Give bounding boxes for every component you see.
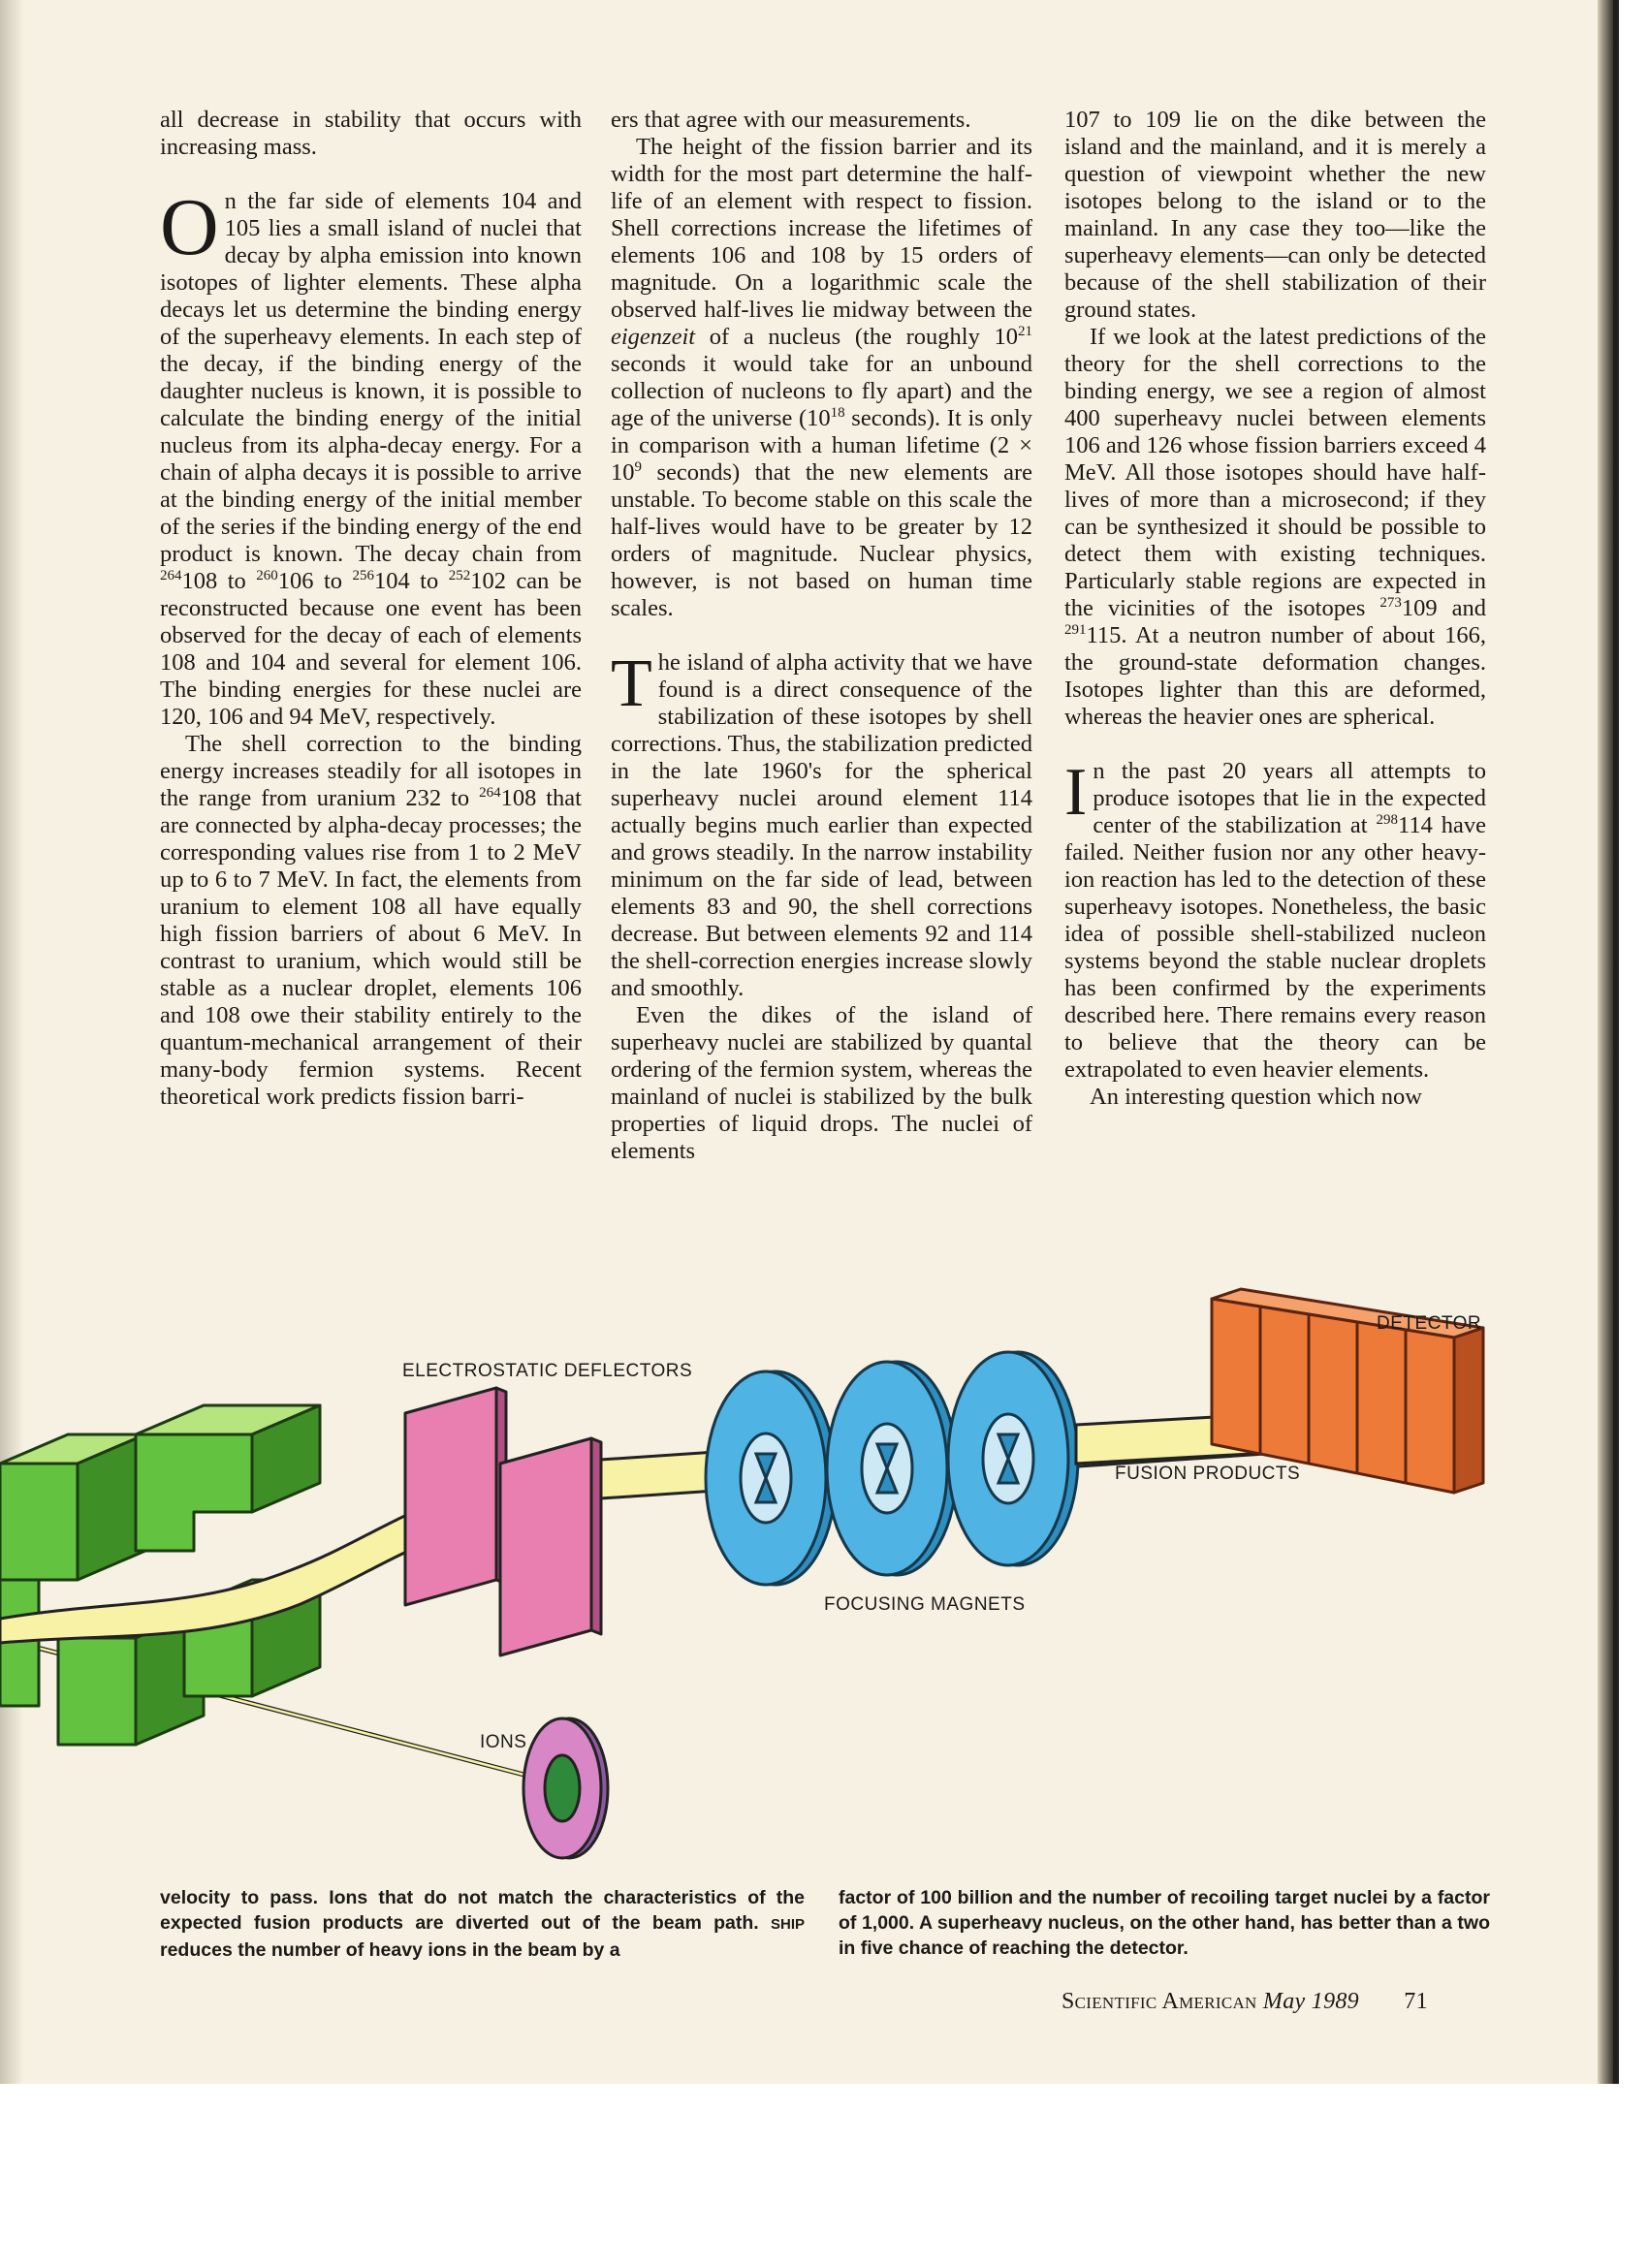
label-electrostatic-deflectors: ELECTROSTATIC DEFLECTORS — [402, 1361, 693, 1381]
label-fusion-products: FUSION PRODUCTS — [1115, 1464, 1301, 1484]
green-dipole-magnets — [0, 1405, 320, 1745]
electrostatic-deflectors — [405, 1388, 601, 1655]
label-focusing-magnets: FOCUSING MAGNETS — [824, 1594, 1026, 1615]
drop-cap: T — [611, 646, 652, 721]
paragraph: all decrease in stability that occurs with increasing mass. — [160, 107, 582, 160]
target-wheel — [523, 1718, 608, 1858]
drop-cap: O — [160, 182, 219, 272]
page-number: 71 — [1404, 1989, 1428, 2014]
paragraph: If we look at the latest predictions of the theory for the shell corrections to the binding energy, we see a region of almost 400 superheavy nuclei between elements 106 and 126 whose fission barriers exceed 4 MeV. All those isotopes should have half-lives of more than a microsecond; if they can be synthesized it should be possible to detect them with existing techniques. Particularly stable regions are expected in the vicinities of the isotopes $^{273}$109 and $^{291}$115. At a neutron number of about 166, the ground-state deformation changes. Isotopes lighter than this are deformed, whereas the heavier ones are spherical. — [1064, 324, 1486, 730]
text-column-3 — [1064, 107, 1486, 1111]
page-footer — [1062, 1989, 1428, 2015]
paragraph: The shell correction to the binding energy increases steadily for all isotopes in the range from uranium 232 to $^{264}$108 that are connected by alpha-decay processes; the corresponding values rise from 1 to 2 MeV up to 6 to 7 MeV. In fact, the elements from uranium to element 108 all have equally high fission barriers of about 6 MeV. In contrast to uranium, which would still be stable as a nuclear droplet, elements 106 and 108 owe their stability entirely to the quantum-mechanical arrangement of their many-body fermion systems. Recent theoretical work predicts fission barri- — [160, 731, 582, 1110]
issue-date: May 1989 — [1262, 1989, 1359, 2014]
label-ions: IONS — [480, 1732, 527, 1752]
ship-separator-illustration — [0, 1260, 1600, 1880]
text-column-1 — [160, 107, 582, 1111]
paragraph: On the far side of elements 104 and 105 lies a small island of nuclei that decay by alpha emission into known isotopes of lighter elements. These alpha decays let us determine the binding energy of the superheavy elements. In each step of the decay, if the binding energy of the daughter nucleus is known, it is possible to calculate the binding energy of the initial nucleus from its alpha-decay energy. For a chain of alpha decays it is possible to arrive at the binding energy of the initial member of the series if the binding energy of the end product is known. The decay chain from $^{264}$108 to $^{260}$106 to $^{256}$104 to $^{252}$102 can be reconstructed because one event has been observed for the decay of each of elements 108 and 104 and several for element 106. The binding energies for these nuclei are 120, 106 and 94 MeV, respectively. — [160, 182, 582, 730]
quadrupole-magnet — [948, 1352, 1078, 1565]
paragraph: The island of alpha activity that we have found is a direct consequence of the stabilization of these isotopes by shell corrections. Thus, the stabilization predicted in the late 1960's for the spherical superheavy nuclei around element 114 actually begins much earlier than expected and grows steadily. In the narrow instability minimum on the far side of lead, between elements 83 and 90, the shell corrections decrease. But between elements 92 and 114 the shell-correction energies increase slowly and smoothly. — [611, 646, 1032, 1001]
figure-caption-left: velocity to pass. Ions that do not match the characteristics of the expected fusion products are diverted out of the beam path. SHIP reduces the number of heavy ions in the beam by a — [160, 1887, 805, 1961]
text-column-2 — [611, 107, 1032, 1165]
paragraph: 107 to 109 lie on the dike between the island and the mainland, and it is merely a question of viewpoint whether the new isotopes belong to the island or to the mainland. In any case they too—like the superheavy elements—can only be detected because of the shell stabilization of their ground states. — [1064, 107, 1486, 323]
paragraph: Even the dikes of the island of superheavy nuclei are stabilized by quantal ordering of the fermion system, whereas the mainland of nuclei is stabilized by the bulk properties of liquid drops. The nuclei of elements — [611, 1002, 1032, 1164]
page-edge — [1613, 0, 1619, 2084]
paragraph: The height of the fission barrier and its width for the most part determine the half-life of an element with respect to fission. Shell corrections increase the lifetimes of elements 106 and 108 by 15 orders of magnitude. On a logarithmic scale the observed half-lives lie midway between the eigenzeit of a nucleus (the roughly $10^{21}$ seconds it would take for an unbound collection of nucleons to fly apart) and the age of the universe ($10^{18}$ seconds). It is only in comparison with a human lifetime ($2 \times 10^9$ seconds) that the new elements are unstable. To become stable on this scale the half-lives would have to be greater by 12 orders of magnitude. Nuclear physics, however, is not based on human time scales. — [611, 134, 1032, 621]
paragraph: In the past 20 years all attempts to produce isotopes that lie in the expected center of the stabilization at $^{298}$114 have failed. Neither fusion nor any other heavy-ion reaction has led to the detection of these superheavy isotopes. Nonetheless, the basic idea of possible shell-stabilized nucleon systems beyond the stable nuclear droplets has been confirmed by the experiments described here. There remains every reason to believe that the theory can be extrapolated to even heavier elements. — [1064, 755, 1487, 1083]
magazine-name: Scientific American — [1062, 1989, 1257, 2014]
label-detector: DETECTOR — [1377, 1313, 1482, 1334]
figure-caption-right: factor of 100 billion and the number of recoiling target nuclei by a factor of 1,000. A superheavy nucleus, on the other hand, has better than a two in five chance of reaching the detector. — [839, 1887, 1490, 1959]
focusing-magnets — [706, 1352, 1078, 1585]
paragraph: ers that agree with our measurements. — [611, 107, 971, 133]
drop-cap: I — [1064, 755, 1088, 830]
quadrupole-magnet — [827, 1362, 957, 1575]
ship-acronym: SHIP — [770, 1916, 805, 1933]
page-spine — [1598, 0, 1613, 2084]
quadrupole-magnet — [706, 1371, 836, 1585]
paragraph: An interesting question which now — [1090, 1084, 1422, 1110]
